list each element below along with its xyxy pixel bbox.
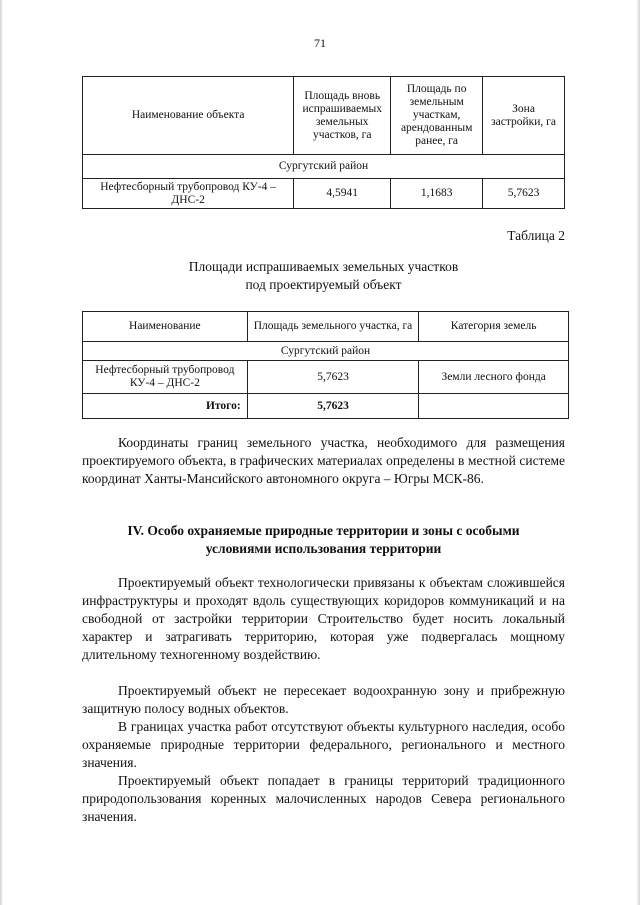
section-heading-line: условиями использования территории [205, 541, 442, 556]
table-title-line: Площади испрашиваемых земельных участков [188, 259, 459, 274]
new-area-cell: 4,5941 [294, 179, 391, 209]
table-title [82, 258, 565, 294]
section-heading-line: IV. Особо охраняемые природные территории и зоны с особыми [127, 523, 520, 538]
region-row [83, 155, 565, 179]
total-label: Итого: [83, 394, 248, 419]
header-cell: Зона застройки, га [483, 77, 565, 155]
land-area-table [82, 76, 565, 209]
leased-area-cell: 1,1683 [391, 179, 483, 209]
header-cell: Площадь земельного участка, га [247, 312, 419, 342]
table-title-line: под проектируемый объект [245, 277, 402, 292]
section-heading [82, 522, 565, 558]
object-name-cell: Нефтесборный трубопровод КУ-4 – ДНС-2 [83, 361, 248, 394]
body-paragraph: Проектируемый объект технологически привязаны к объектам сложившейся инфраструктуры и проходят вдоль существующих коридоров коммуникаций и на свободной от застройки территории Строительство будет носить локальный характер и затрагивать территорию, которая уже подвергалась мощному длительному техногенному воздействию. [82, 575, 565, 662]
header-cell: Категория земель [419, 312, 569, 342]
body-paragraph: Проектируемый объект попадает в границы территорий традиционного природопользования коренных малочисленных народов Севера регионального значения. [82, 773, 565, 824]
region-cell: Сургутский район [83, 342, 569, 361]
body-paragraph: В границах участка работ отсутствуют объекты культурного наследия, особо охраняемые природные территории федерального, регионального и местного значения. [82, 719, 565, 770]
header-cell: Наименование [83, 312, 248, 342]
table-row [83, 179, 565, 209]
table-caption: Таблица 2 [507, 228, 565, 243]
header-cell: Площадь вновь испрашиваемых земельных участков, га [294, 77, 391, 155]
table-row [83, 361, 569, 394]
table-header-row [83, 312, 569, 342]
table-header-row [83, 77, 565, 155]
coordinates-paragraph: Координаты границ земельного участка, необходимого для размещения проектируемого объекта, в графических материалах определены в местной системе координат Ханты-Мансийского автономного округа – Югры МСК-86. [82, 435, 565, 486]
build-zone-cell: 5,7623 [483, 179, 565, 209]
total-row [83, 394, 569, 419]
header-cell: Наименование объекта [83, 77, 294, 155]
body-paragraph: Проектируемый объект не пересекает водоохранную зону и прибрежную защитную полосу водных объектов. [82, 683, 565, 716]
region-row [83, 342, 569, 361]
empty-cell [419, 394, 569, 419]
page-number: 71 [314, 36, 326, 50]
land-category-cell: Земли лесного фонда [419, 361, 569, 394]
header-cell: Площадь по земельным участкам, арендованным ранее, га [391, 77, 483, 155]
total-value: 5,7623 [247, 394, 419, 419]
area-cell: 5,7623 [247, 361, 419, 394]
requested-land-table [82, 311, 569, 419]
region-cell: Сургутский район [83, 155, 565, 179]
object-name-cell: Нефтесборный трубопровод КУ-4 – ДНС-2 [83, 179, 294, 209]
scan-edge-right [636, 0, 640, 905]
scan-edge-left [0, 0, 3, 905]
